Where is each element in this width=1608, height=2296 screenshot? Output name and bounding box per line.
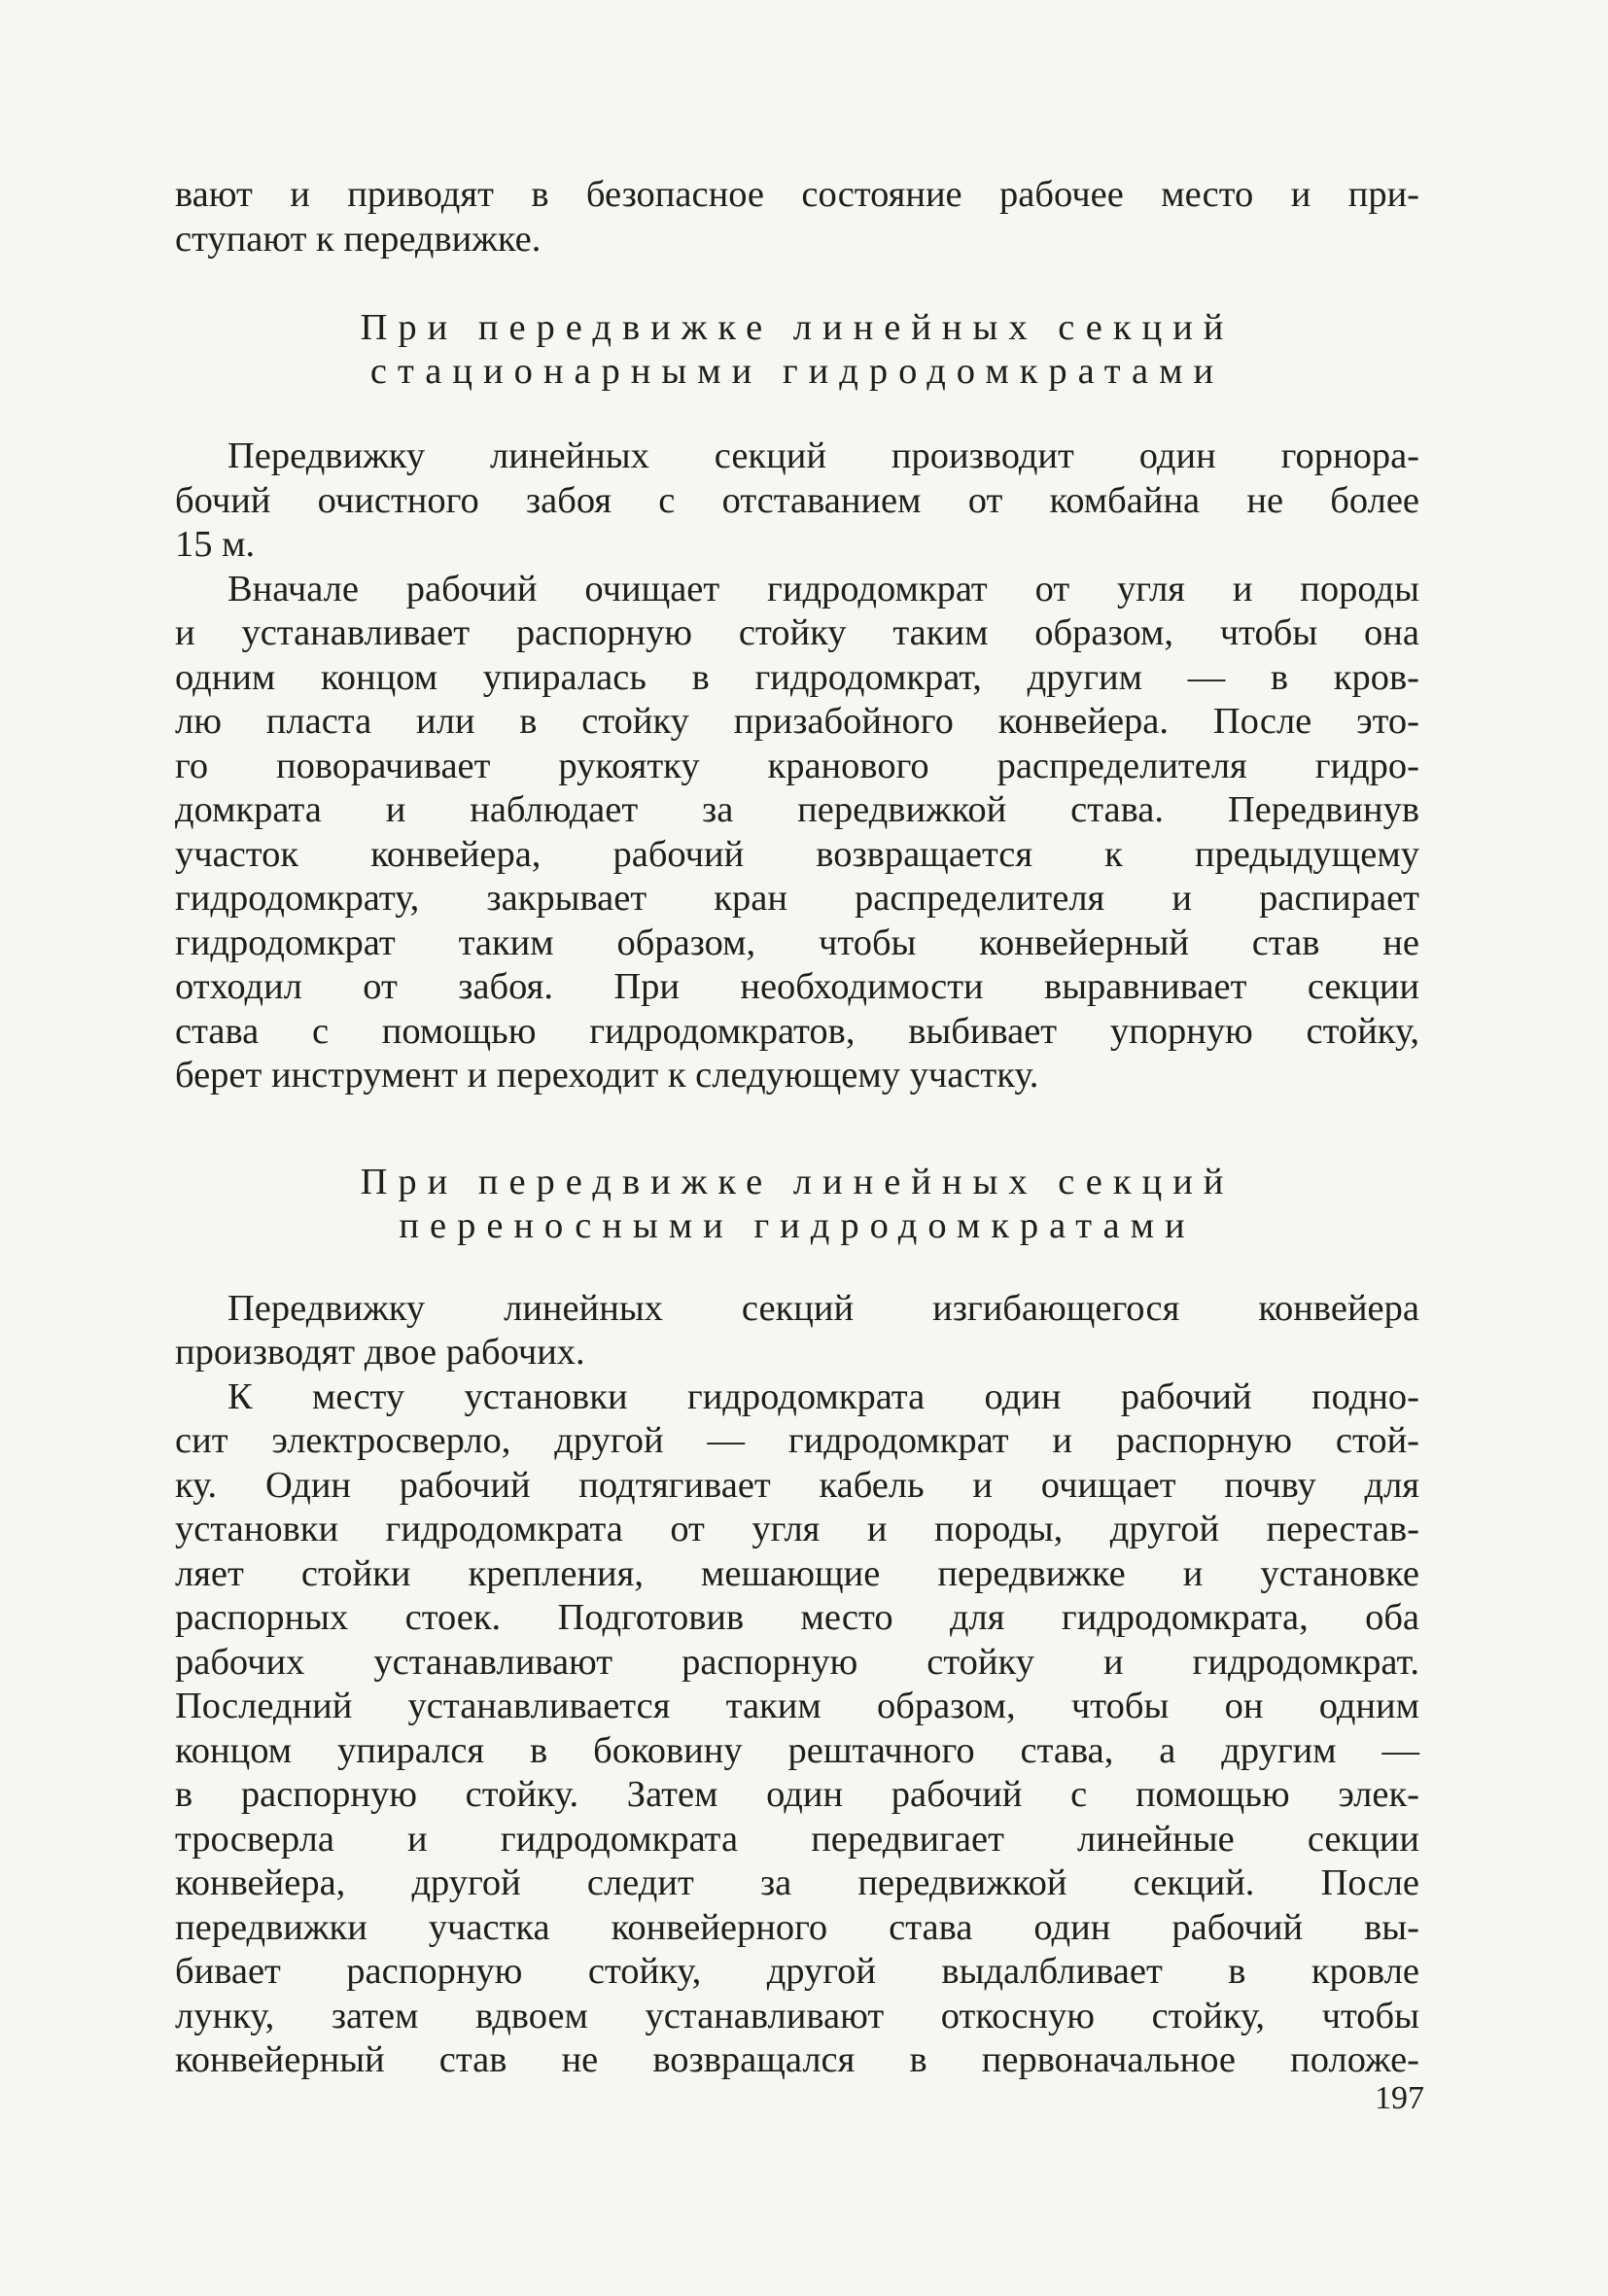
heading-line: стационарными гидродомкратами xyxy=(369,351,1225,392)
heading-line: При передвижке линейных секций xyxy=(360,1161,1235,1202)
text-line: передвижки участка конвейерного става один рабочий вы- xyxy=(175,1906,1419,1948)
section1-heading xyxy=(175,306,1419,394)
text-line: одним концом упиралась в гидродомкрат, другим — в кров- xyxy=(175,656,1419,698)
text-line: вают и приводят в безопасное состояние рабочее место и при- xyxy=(175,174,1419,215)
text-line: участок конвейера, рабочий возвращается к предыдущему xyxy=(175,833,1419,875)
text-line: Вначале рабочий очищает гидродомкрат от угля и породы xyxy=(227,568,1419,609)
text-line: конвейера, другой следит за передвижкой секций. После xyxy=(175,1862,1419,1903)
text-line: ступают к передвижке. xyxy=(175,218,542,260)
text-line: и устанавливает распорную стойку таким образом, чтобы она xyxy=(175,612,1419,653)
text-line: бивает распорную стойку, другой выдалбливает в кровле xyxy=(175,1951,1419,1992)
text-line: 15 м. xyxy=(175,524,256,565)
text-line: берет инструмент и переходит к следующему участку. xyxy=(175,1055,1039,1096)
text-line: гидродомкрат таким образом, чтобы конвейерный став не xyxy=(175,922,1419,963)
text-line: в распорную стойку. Затем один рабочий с помощью элек- xyxy=(175,1774,1419,1815)
text-line: отходил от забоя. При необходимости выравнивает секции xyxy=(175,966,1419,1007)
page-body xyxy=(175,173,1419,2083)
text-line: конвейерный став не возвращался в первоначальное положе- xyxy=(175,2039,1419,2080)
text-line: К месту установки гидродомкрата один рабочий подно- xyxy=(227,1375,1419,1417)
section2-paragraph2 xyxy=(175,1375,1419,2083)
text-line: рабочих устанавливают распорную стойку и гидродомкрат. xyxy=(175,1641,1419,1683)
text-line: Передвижку линейных секций изгибающегося конвейера xyxy=(227,1287,1419,1329)
text-line: сит электросверло, другой — гидродомкрат и распорную стой- xyxy=(175,1420,1419,1461)
section1-paragraph2 xyxy=(175,568,1419,1098)
page-number: 197 xyxy=(1375,2080,1424,2116)
heading-line: переносными гидродомкратами xyxy=(399,1204,1196,1246)
text-line: Последний устанавливается таким образом, чтобы он одним xyxy=(175,1686,1419,1726)
text-line: концом упирался в боковину рештачного става, а другим — xyxy=(175,1729,1419,1771)
text-line: лю пласта или в стойку призабойного конвейера. После это- xyxy=(175,701,1419,742)
section2-paragraph1 xyxy=(175,1287,1419,1375)
text-line: ку. Один рабочий подтягивает кабель и очищает почву для xyxy=(175,1464,1419,1506)
text-line: гидродомкрату, закрывает кран распределителя и распирает xyxy=(175,878,1419,919)
text-line: ляет стойки крепления, мешающие передвижке и установке xyxy=(175,1552,1419,1594)
heading-line: При передвижке линейных секций xyxy=(360,307,1235,348)
text-line: лунку, затем вдвоем устанавливают откосную стойку, чтобы xyxy=(175,1995,1419,2036)
text-line: распорных стоек. Подготовив место для гидродомкрата, оба xyxy=(175,1597,1419,1638)
text-line: го поворачивает рукоятку кранового распределителя гидро- xyxy=(175,745,1419,786)
text-line: производят двое рабочих. xyxy=(175,1332,585,1373)
text-line: домкрата и наблюдает за передвижкой става. Передвинув xyxy=(175,789,1419,830)
section1-paragraph1 xyxy=(175,435,1419,568)
text-line: става с помощью гидродомкратов, выбивает упорную стойку, xyxy=(175,1010,1419,1052)
text-line: бочий очистного забоя с отставанием от комбайна не более xyxy=(175,479,1419,521)
section2-heading xyxy=(175,1161,1419,1248)
text-line: установки гидродомкрата от угля и породы, другой перестав- xyxy=(175,1509,1419,1549)
text-line: Передвижку линейных секций производит один горнора- xyxy=(227,435,1419,476)
opening-paragraph xyxy=(175,173,1419,261)
text-line: тросверла и гидродомкрата передвигает линейные секции xyxy=(175,1818,1419,1860)
